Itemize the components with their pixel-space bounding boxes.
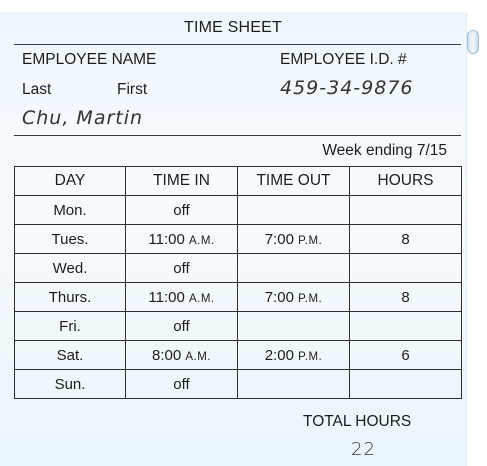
time-in-cell (126, 283, 238, 312)
day-cell-value: Tues. (51, 230, 89, 248)
title-divider (14, 44, 461, 45)
time-out-cell (238, 312, 350, 341)
time-in-cell (126, 254, 238, 283)
time-out-cell-meridiem: P.M. (298, 234, 323, 247)
day-cell (15, 196, 126, 225)
time-out-cell (238, 341, 350, 370)
time-out-cell-value: 2:00 (264, 346, 294, 364)
time-table (14, 166, 462, 399)
time-in-cell-value: off (173, 201, 190, 219)
employee-name-label: EMPLOYEE NAME (22, 51, 157, 68)
day-cell-value: Wed. (52, 259, 88, 277)
column-header-day: DAY (15, 167, 126, 196)
time-in-cell-value: 11:00 (148, 288, 185, 306)
scrollbar-thumb[interactable] (467, 30, 479, 54)
hours-cell (350, 225, 462, 254)
time-in-cell-value: off (173, 375, 190, 393)
day-cell (15, 312, 126, 341)
time-in-cell-value: off (173, 259, 190, 277)
hours-cell-value: 6 (401, 346, 410, 364)
column-header-time-in: TIME IN (126, 167, 238, 196)
table-row (15, 225, 462, 254)
time-in-cell-value: off (173, 317, 190, 335)
table-row (15, 341, 462, 370)
day-cell (15, 370, 126, 399)
time-out-cell-meridiem: P.M. (298, 350, 323, 363)
time-out-cell-value: 7:00 (264, 288, 294, 306)
employee-id-value: 459-34-9876 (280, 77, 414, 99)
hours-cell-value: 8 (401, 288, 410, 306)
time-out-cell (238, 283, 350, 312)
day-cell (15, 225, 126, 254)
time-in-cell (126, 341, 238, 370)
column-header-hours: HOURS (350, 167, 462, 196)
time-in-cell-meridiem: A.M. (188, 292, 215, 305)
table-row (15, 283, 462, 312)
hours-cell (350, 196, 462, 225)
total-hours-value: 22 (351, 439, 376, 460)
time-in-cell (126, 196, 238, 225)
time-in-cell (126, 225, 238, 254)
day-cell-value: Mon. (53, 201, 87, 219)
table-row (15, 196, 462, 225)
time-out-cell (238, 254, 350, 283)
day-cell (15, 254, 126, 283)
employee-id-label: EMPLOYEE I.D. # (280, 51, 407, 68)
name-divider (14, 135, 461, 136)
week-ending-label: Week ending 7/15 (322, 142, 447, 159)
vertical-scrollbar[interactable] (466, 12, 487, 466)
time-in-cell-meridiem: A.M. (188, 234, 215, 247)
time-in-cell-value: 8:00 (151, 346, 182, 364)
hours-cell (350, 312, 462, 341)
table-row (15, 312, 462, 341)
time-out-cell-meridiem: P.M. (298, 292, 323, 305)
total-hours-label: TOTAL HOURS (303, 413, 412, 430)
time-in-cell (126, 370, 238, 399)
column-header-time-out: TIME OUT (238, 167, 350, 196)
time-in-cell-value: 11:00 (148, 230, 185, 248)
day-cell-value: Fri. (59, 317, 81, 335)
time-in-cell-meridiem: A.M. (185, 350, 211, 363)
day-cell-value: Sun. (54, 375, 86, 393)
sheet-title: TIME SHEET (183, 19, 282, 36)
table-row (15, 254, 462, 283)
employee-name-value: Chu, Martin (22, 107, 144, 129)
day-cell (15, 341, 126, 370)
hours-cell (350, 283, 462, 312)
time-out-cell (238, 225, 350, 254)
first-name-label: First (117, 81, 148, 98)
day-cell (15, 283, 126, 312)
time-out-cell-value: 7:00 (264, 230, 294, 248)
hours-cell (350, 341, 462, 370)
time-in-cell (126, 312, 238, 341)
hours-cell-value: 8 (401, 230, 410, 248)
day-cell-value: Sat. (56, 346, 84, 364)
time-out-cell (238, 196, 350, 225)
time-out-cell (238, 370, 350, 399)
last-name-label: Last (22, 81, 52, 98)
hours-cell (350, 254, 462, 283)
table-header-row (15, 167, 462, 196)
day-cell-value: Thurs. (48, 288, 92, 306)
table-row (15, 370, 462, 399)
hours-cell (350, 370, 462, 399)
